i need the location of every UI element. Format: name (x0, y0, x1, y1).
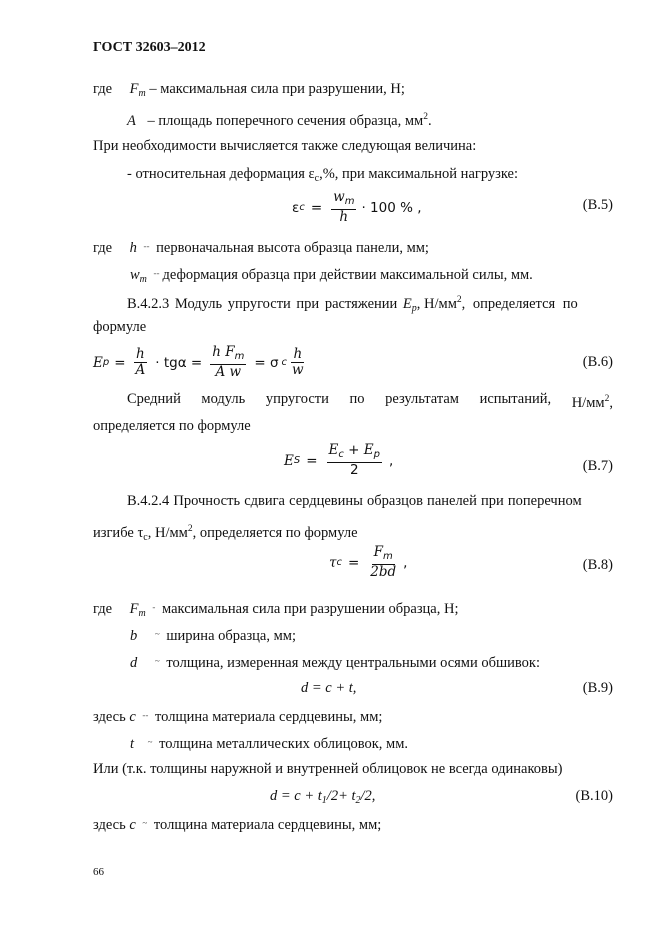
equals-sign: = (347, 554, 360, 571)
formula-sub: 2 (355, 795, 361, 806)
dash-mark: -- (142, 710, 149, 720)
denominator: 2 (349, 462, 359, 478)
equals-sign: = (310, 199, 323, 216)
paragraph-text: , определяется по формуле (192, 525, 358, 541)
formula-b7 (284, 443, 393, 478)
definition-c-line (93, 706, 382, 726)
definition-text: первоначальная высота образца панели, мм; (156, 240, 429, 256)
formula-b10 (270, 787, 375, 810)
definition-text: – площадь поперечного сечения образца, мм (147, 113, 424, 129)
where-word: где (93, 601, 113, 617)
definition-text: толщина материала сердцевины, мм; (155, 709, 383, 725)
definition-text: толщина материала сердцевины, мм; (153, 817, 382, 833)
numerator: F (373, 544, 384, 560)
symbol-f: F (129, 81, 139, 97)
dash-mark: ~ (142, 818, 148, 828)
formula-sub: p (373, 449, 381, 460)
symbol-t: t (130, 736, 135, 752)
paragraph-line: формуле (93, 319, 147, 335)
equation-number-b10: (В.10) (575, 788, 613, 804)
formula-tail: , (389, 452, 394, 469)
dash-mark: - (152, 602, 156, 612)
list-text: - относительная деформация ε (127, 166, 315, 182)
definition-text: толщина металлических облицовок, мм. (159, 736, 409, 752)
equation-number-b6: (В.6) (582, 354, 613, 370)
superscript: 2 (187, 524, 193, 534)
definition-text: толщина, измеренная между центральными осями обшивок: (166, 655, 540, 671)
formula-symbol: E (93, 354, 103, 371)
paragraph-line: При необходимости вычисляется также следующая величина: (93, 138, 477, 154)
formula-sub: c (281, 357, 288, 368)
denominator: A w (215, 364, 242, 380)
list-item-line (127, 165, 518, 188)
formula-sub: c (299, 202, 305, 213)
symbol-sub: m (138, 88, 146, 99)
paragraph-line: Или (т.к. толщины наружной и внутренней облицовок не всегда одинаковы) (93, 761, 563, 777)
formula-mid: = σ (254, 354, 279, 371)
symbol-sub: p (411, 303, 417, 314)
symbol-e: E (402, 296, 412, 312)
fraction (331, 190, 356, 225)
definition-h-line (93, 237, 429, 257)
formula-sub: c (336, 557, 342, 568)
definition-d-line (130, 652, 540, 672)
symbol-w: w (130, 267, 140, 283)
paragraph-text: , Н/мм (416, 296, 457, 312)
symbol-a: A (127, 113, 136, 129)
symbol-c: c (129, 709, 136, 725)
equals-sign: = (114, 354, 126, 371)
definition-a-line (127, 108, 432, 130)
superscript: 2 (456, 295, 462, 305)
numerator: h F (212, 344, 235, 360)
page-number: 66 (93, 866, 104, 878)
paragraph-b424: В.4.2.4 Прочность сдвига сердцевины образцов панелей при поперечном (127, 493, 582, 509)
definition-text: деформация образца при действии максимальной силы, мм. (162, 267, 533, 283)
formula-b5 (292, 190, 422, 225)
denominator: w (292, 362, 304, 378)
equation-number-b5: (В.5) (582, 197, 613, 213)
definition-b-line (130, 625, 296, 645)
symbol-sub: c (314, 173, 320, 184)
plus-sign: + (343, 442, 364, 458)
symbol-sub: m (138, 608, 146, 619)
formula-sub: m (383, 551, 393, 562)
symbol-sub: m (139, 274, 147, 285)
denominator: h (339, 209, 349, 225)
fraction (134, 347, 148, 378)
dash-mark: -- (153, 268, 160, 278)
paragraph-line: определяется по формуле (93, 418, 251, 434)
paragraph-average-modulus: Средний модуль упругости по результатам испытаний, $Н/мм^2$, (127, 391, 613, 411)
numerator: E (328, 442, 339, 458)
symbol-sub: c (143, 532, 148, 543)
denominator: A (135, 362, 146, 378)
formula-sub: S (293, 455, 301, 466)
definition-wm-line (130, 264, 533, 289)
paragraph-text: В.4.2.3 Модуль упругости при растяжении (127, 296, 403, 312)
formula-tail: , (403, 554, 408, 571)
definition-text: максимальная сила при разрушении образца, Н; (162, 601, 459, 617)
definition-text: ширина образца, мм; (166, 628, 296, 644)
fraction (327, 443, 382, 478)
denominator: 2bd (370, 564, 397, 580)
equals-sign: = (306, 452, 318, 469)
equation-number-b8: (В.8) (582, 557, 613, 573)
document-header: ГОСТ 32603–2012 (93, 40, 206, 55)
definition-c-line (93, 814, 381, 834)
formula-symbol: ε (292, 199, 300, 216)
fraction (210, 345, 246, 380)
definition-fm-line (93, 80, 405, 103)
formula-sub: c (338, 449, 344, 460)
equation-number-b9: (В.9) (582, 680, 613, 696)
numerator: w (333, 189, 345, 205)
fraction (290, 347, 306, 378)
formula-symbol: τ (329, 554, 337, 571)
paragraph-text: изгибе τ (93, 525, 144, 541)
paragraph-text: , Н/мм (147, 525, 188, 541)
symbol-b: b (130, 628, 138, 644)
paragraph-line (93, 520, 358, 547)
formula-text: d = c + t (270, 788, 322, 804)
dash-mark: -- (143, 241, 150, 251)
formula-symbol: E (284, 452, 294, 469)
formula-text: /2+ t (326, 788, 356, 804)
formula-b6 (93, 345, 309, 380)
symbol-d: d (130, 655, 138, 671)
formula-sub: p (102, 357, 110, 368)
numerator: h (293, 346, 303, 362)
dash-mark: ~ (147, 737, 153, 747)
definition-t-line (130, 733, 408, 753)
punct: . (427, 113, 432, 129)
where-word: здесь (93, 817, 126, 833)
numerator: h (136, 346, 145, 362)
symbol-f: F (129, 601, 139, 617)
formula-sub: 1 (321, 795, 327, 806)
formula-text: /2, (360, 788, 376, 804)
superscript: 2 (423, 112, 428, 122)
where-word: где (93, 240, 113, 256)
definition-text: – максимальная сила при разрушении, Н; (149, 81, 405, 97)
numerator: E (363, 442, 374, 458)
list-text: ,%, при максимальной нагрузке: (319, 166, 519, 182)
equation-number-b7: (В.7) (582, 458, 613, 474)
formula-b9: d = c + t, (301, 680, 357, 696)
symbol-c: c (129, 817, 136, 833)
formula-b8 (329, 545, 407, 580)
paragraph-text: , определяется по (461, 296, 578, 312)
dash-mark: ~ (154, 656, 160, 666)
where-word: где (93, 81, 113, 97)
formula-mid: · tgα = (155, 354, 203, 371)
where-word: здесь (93, 709, 126, 725)
formula-sub: m (344, 196, 355, 207)
formula-rest: · 100 % , (361, 199, 422, 216)
symbol-h: h (129, 240, 137, 256)
paragraph-b423 (127, 291, 613, 318)
formula-sub: m (234, 351, 245, 362)
dash-mark: ~ (154, 629, 160, 639)
definition-fm-line (93, 598, 459, 623)
fraction (368, 545, 398, 580)
